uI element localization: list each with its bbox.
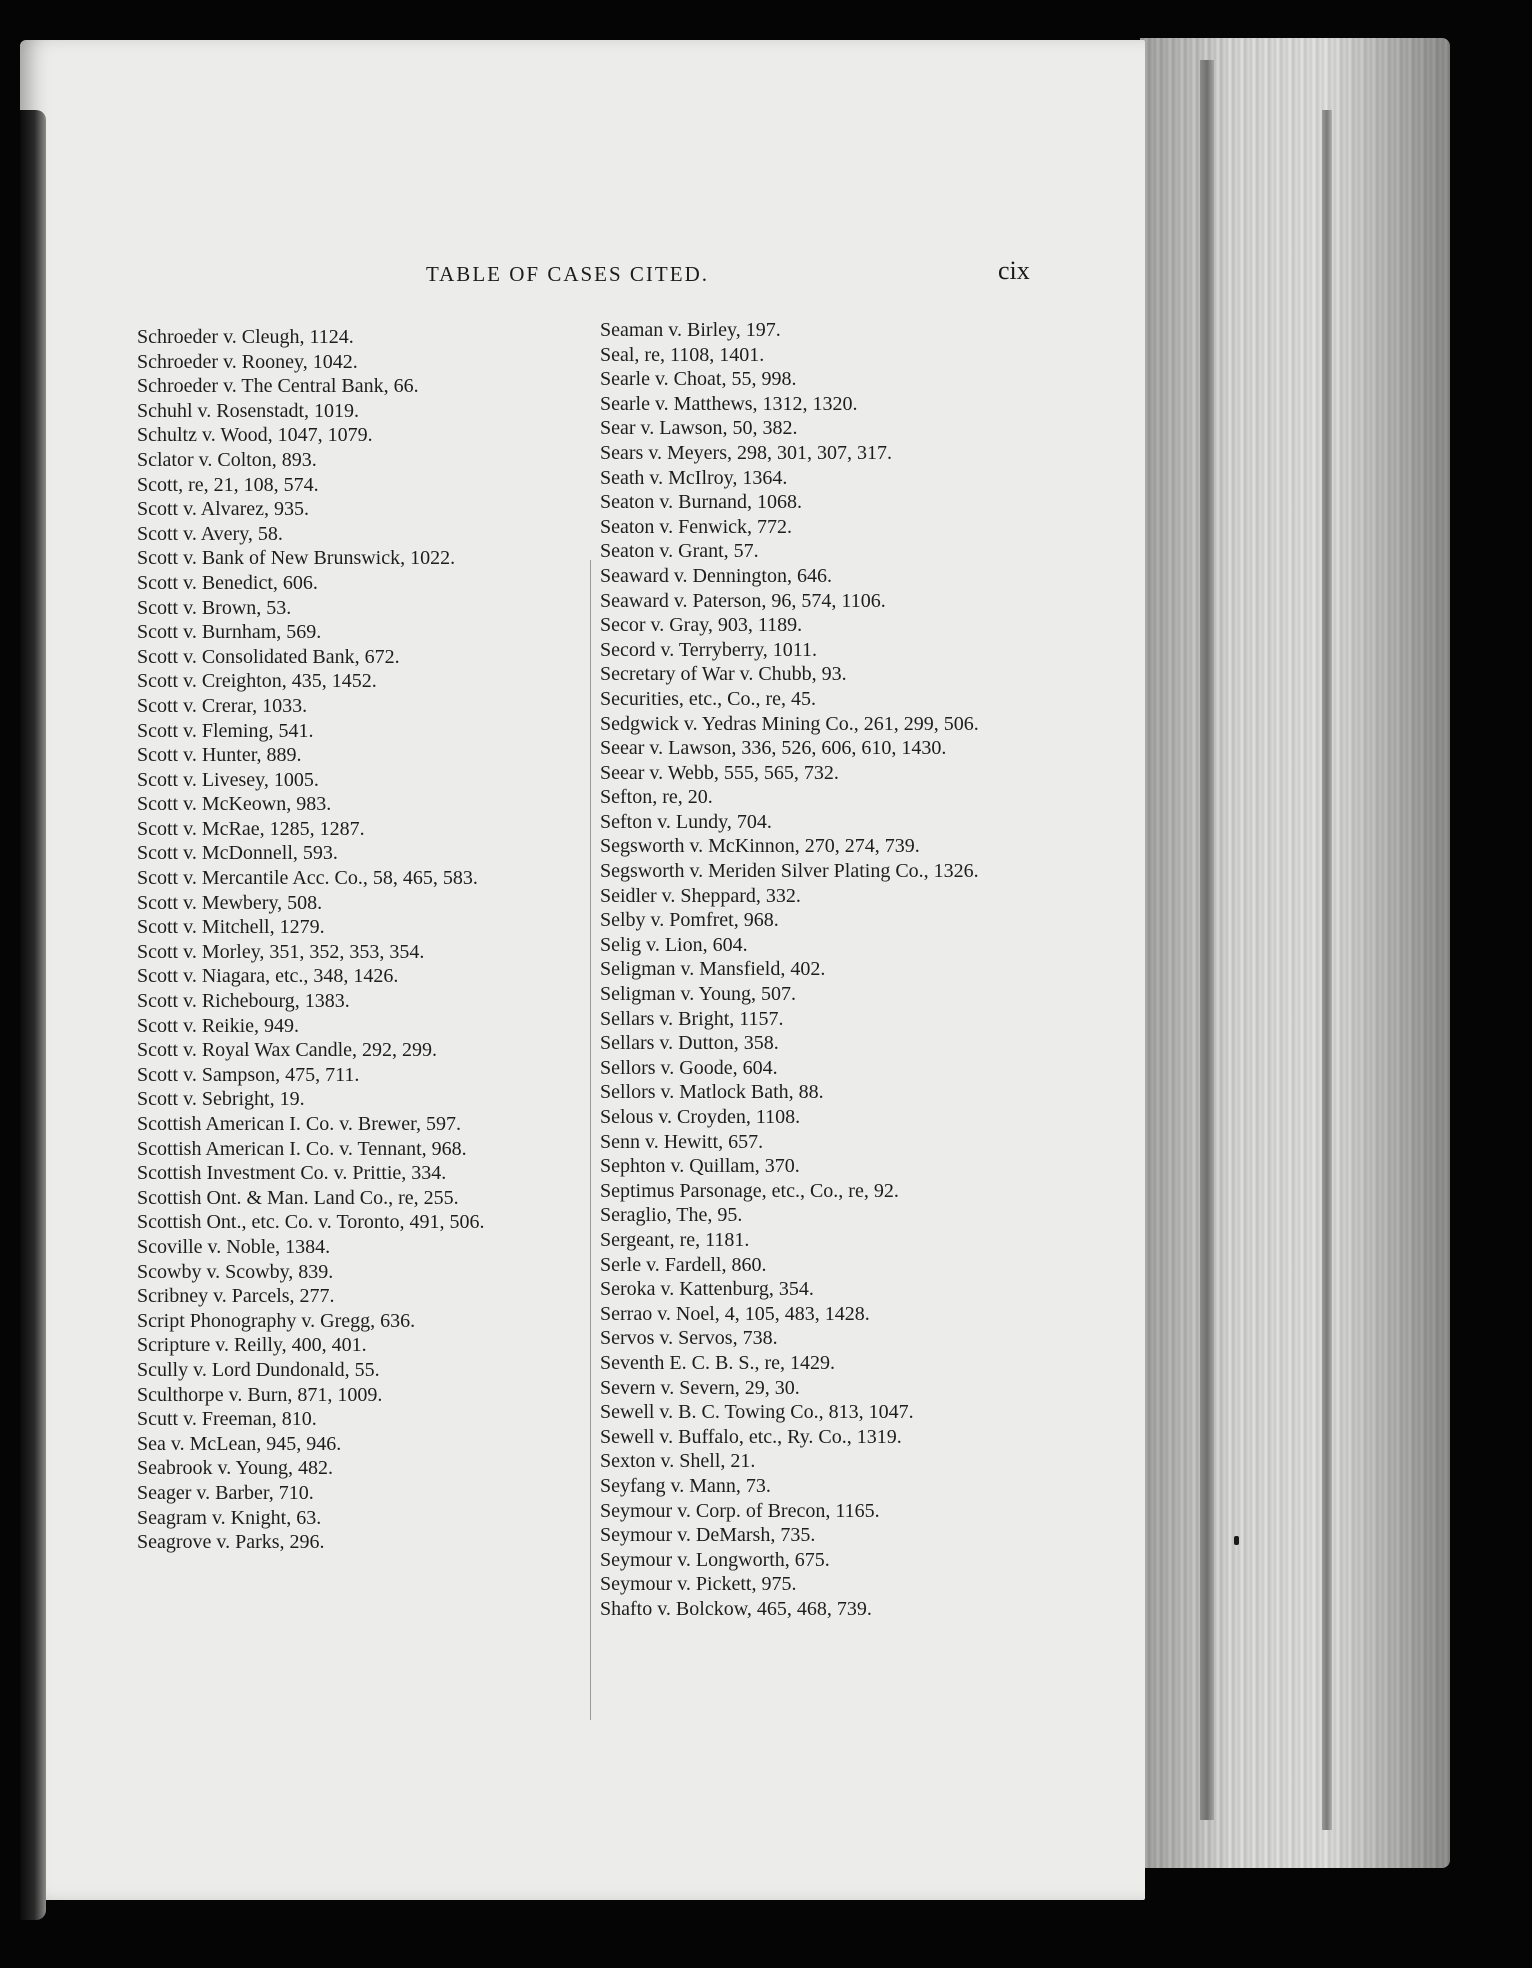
case-entry: Scott v. Mewbery, 508. (137, 891, 323, 914)
case-entry: Seymour v. Pickett, 975. (600, 1573, 797, 1596)
case-entry: Secor v. Gray, 903, 1189. (600, 614, 803, 637)
case-entry: Seymour v. DeMarsh, 735. (600, 1524, 816, 1547)
case-entry: Schroeder v. The Central Bank, 66. (137, 375, 419, 398)
case-entry: Severn v. Severn, 29, 30. (600, 1376, 800, 1399)
case-entry: Selig v. Lion, 604. (600, 933, 748, 956)
case-entry: Secretary of War v. Chubb, 93. (600, 663, 847, 686)
case-entry: Segsworth v. McKinnon, 270, 274, 739. (600, 835, 920, 858)
book-spine (20, 110, 46, 1920)
case-entry: Schultz v. Wood, 1047, 1079. (137, 424, 373, 447)
case-entry: Seroka v. Kattenburg, 354. (600, 1278, 814, 1301)
case-entry: Scully v. Lord Dundonald, 55. (137, 1358, 380, 1381)
case-entry: Senn v. Hewitt, 657. (600, 1130, 764, 1153)
case-entry: Scottish Ont., etc. Co. v. Toronto, 491, 506. (137, 1211, 485, 1234)
case-entry: Scottish American I. Co. v. Tennant, 968. (137, 1137, 467, 1160)
case-entry: Seath v. McIlroy, 1364. (600, 466, 788, 489)
case-entry: Scott v. Brown, 53. (137, 596, 292, 619)
case-entry: Scott v. Crerar, 1033. (137, 694, 308, 717)
case-entry: Scott v. Fleming, 541. (137, 719, 314, 742)
case-entry: Sephton v. Quillam, 370. (600, 1155, 800, 1178)
case-entry: Scutt v. Freeman, 810. (137, 1408, 317, 1431)
case-entry: Scott v. Alvarez, 935. (137, 498, 310, 521)
case-entry: Searle v. Choat, 55, 998. (600, 368, 797, 391)
case-entry: Sergeant, re, 1181. (600, 1228, 750, 1251)
case-entry: Sea v. McLean, 945, 946. (137, 1432, 342, 1455)
case-entry: Sears v. Meyers, 298, 301, 307, 317. (600, 441, 893, 464)
page-edge-line (1322, 110, 1332, 1830)
case-entry: Scripture v. Reilly, 400, 401. (137, 1334, 367, 1357)
column-divider (590, 560, 591, 1720)
case-entry: Scottish Ont. & Man. Land Co., re, 255. (137, 1186, 459, 1209)
case-entry: Scott v. Creighton, 435, 1452. (137, 670, 377, 693)
case-entry: Seabrook v. Young, 482. (137, 1457, 333, 1480)
case-entry: Seal, re, 1108, 1401. (600, 343, 765, 366)
case-entry: Selous v. Croyden, 1108. (600, 1106, 801, 1128)
right-column (600, 318, 1055, 1621)
case-entry: Script Phonography v. Gregg, 636. (137, 1309, 416, 1332)
case-entry: Seager v. Barber, 710. (137, 1481, 314, 1504)
left-column (137, 325, 587, 1555)
case-entry: Sewell v. Buffalo, etc., Ry. Co., 1319. (600, 1425, 902, 1448)
case-entry: Sellors v. Goode, 604. (600, 1056, 778, 1079)
case-entry: Selby v. Pomfret, 968. (600, 909, 779, 932)
case-entry: Scottish Investment Co. v. Prittie, 334. (137, 1162, 447, 1185)
case-entry: Scribney v. Parcels, 277. (137, 1285, 335, 1308)
case-entry: Scott v. Bank of New Brunswick, 1022. (137, 547, 456, 570)
case-entry: Schuhl v. Rosenstadt, 1019. (137, 399, 360, 422)
case-entry: Scott v. McDonnell, 593. (137, 842, 338, 865)
case-entry: Serle v. Fardell, 860. (600, 1253, 767, 1276)
case-entry: Seligman v. Young, 507. (600, 983, 796, 1006)
case-entry: Scott v. Morley, 351, 352, 353, 354. (137, 940, 425, 963)
case-entry: Seear v. Webb, 555, 565, 732. (600, 761, 839, 784)
book-page (20, 40, 1145, 1900)
case-entry: Seymour v. Longworth, 675. (600, 1548, 830, 1571)
case-entry: Scott v. Consolidated Bank, 672. (137, 645, 400, 668)
case-entry: Shafto v. Bolckow, 465, 468, 739. (600, 1597, 872, 1620)
case-entry: Scott v. Avery, 58. (137, 522, 283, 545)
case-entry: Scott v. Mercantile Acc. Co., 58, 465, 583. (137, 867, 478, 890)
case-entry: Scott v. Reikie, 949. (137, 1014, 300, 1037)
case-entry: Scott v. Mitchell, 1279. (137, 916, 325, 939)
case-entry: Schroeder v. Rooney, 1042. (137, 350, 358, 373)
page-fore-edge-shadow (1140, 38, 1450, 1868)
case-entry: Scott v. Niagara, etc., 348, 1426. (137, 965, 399, 988)
case-entry: Sear v. Lawson, 50, 382. (600, 417, 798, 440)
running-head: TABLE OF CASES CITED. (426, 262, 709, 286)
case-entry: Sedgwick v. Yedras Mining Co., 261, 299, 506. (600, 712, 979, 735)
case-entry: Scott v. McRae, 1285, 1287. (137, 817, 365, 840)
case-entry: Scott v. Sampson, 475, 711. (137, 1063, 360, 1086)
case-entry: Scoville v. Noble, 1384. (137, 1235, 331, 1258)
case-entry: Scowby v. Scowby, 839. (137, 1260, 334, 1283)
ink-speck (1234, 1536, 1239, 1545)
case-entry: Seventh E. C. B. S., re, 1429. (600, 1351, 835, 1374)
case-entry: Sewell v. B. C. Towing Co., 813, 1047. (600, 1401, 914, 1424)
case-entry: Sefton, re, 20. (600, 786, 713, 809)
case-entry: Seaward v. Dennington, 646. (600, 564, 832, 587)
case-entry: Sellars v. Bright, 1157. (600, 1007, 784, 1030)
case-entry: Scottish American I. Co. v. Brewer, 597. (137, 1113, 461, 1135)
case-entry: Seaton v. Grant, 57. (600, 540, 759, 563)
case-entry: Scott v. Burnham, 569. (137, 621, 322, 644)
case-entry: Sexton v. Shell, 21. (600, 1450, 756, 1473)
case-entry: Schroeder v. Cleugh, 1124. (137, 326, 354, 348)
case-entry: Seagram v. Knight, 63. (137, 1506, 322, 1529)
case-entry: Scott v. Hunter, 889. (137, 744, 302, 767)
case-entry: Seaton v. Fenwick, 772. (600, 515, 793, 538)
case-entry: Seyfang v. Mann, 73. (600, 1474, 771, 1497)
page-edge-line (1200, 60, 1214, 1820)
case-entry: Seaman v. Birley, 197. (600, 319, 781, 341)
case-entry: Serrao v. Noel, 4, 105, 483, 1428. (600, 1302, 870, 1325)
case-entry: Scott v. Livesey, 1005. (137, 768, 319, 791)
case-entry: Sculthorpe v. Burn, 871, 1009. (137, 1383, 383, 1406)
case-entry: Sefton v. Lundy, 704. (600, 810, 772, 833)
case-entry: Sclator v. Colton, 893. (137, 448, 317, 471)
case-entry: Scott v. Richebourg, 1383. (137, 990, 350, 1013)
case-entry: Segsworth v. Meriden Silver Plating Co., 1326. (600, 860, 979, 883)
case-entry: Seaward v. Paterson, 96, 574, 1106. (600, 589, 886, 612)
case-entry: Seymour v. Corp. of Brecon, 1165. (600, 1499, 880, 1522)
case-entry: Sellors v. Matlock Bath, 88. (600, 1081, 824, 1104)
case-entry: Seligman v. Mansfield, 402. (600, 958, 826, 981)
case-entry: Scott v. Royal Wax Candle, 292, 299. (137, 1039, 438, 1062)
case-entry: Secord v. Terryberry, 1011. (600, 638, 818, 661)
page-number: cix (998, 256, 1030, 285)
case-entry: Servos v. Servos, 738. (600, 1327, 778, 1350)
case-entry: Scott, re, 21, 108, 574. (137, 473, 319, 496)
case-entry: Sellars v. Dutton, 358. (600, 1032, 779, 1055)
case-entry: Seear v. Lawson, 336, 526, 606, 610, 1430. (600, 737, 947, 760)
case-entry: Securities, etc., Co., re, 45. (600, 687, 817, 710)
case-entry: Seidler v. Sheppard, 332. (600, 884, 801, 907)
case-entry: Seaton v. Burnand, 1068. (600, 491, 803, 514)
case-entry: Scott v. Benedict, 606. (137, 571, 318, 594)
case-entry: Scott v. McKeown, 983. (137, 793, 332, 816)
case-entry: Searle v. Matthews, 1312, 1320. (600, 392, 858, 415)
case-entry: Scott v. Sebright, 19. (137, 1088, 305, 1111)
case-entry: Seagrove v. Parks, 296. (137, 1531, 325, 1554)
case-entry: Septimus Parsonage, etc., Co., re, 92. (600, 1179, 899, 1202)
case-entry: Seraglio, The, 95. (600, 1204, 743, 1227)
